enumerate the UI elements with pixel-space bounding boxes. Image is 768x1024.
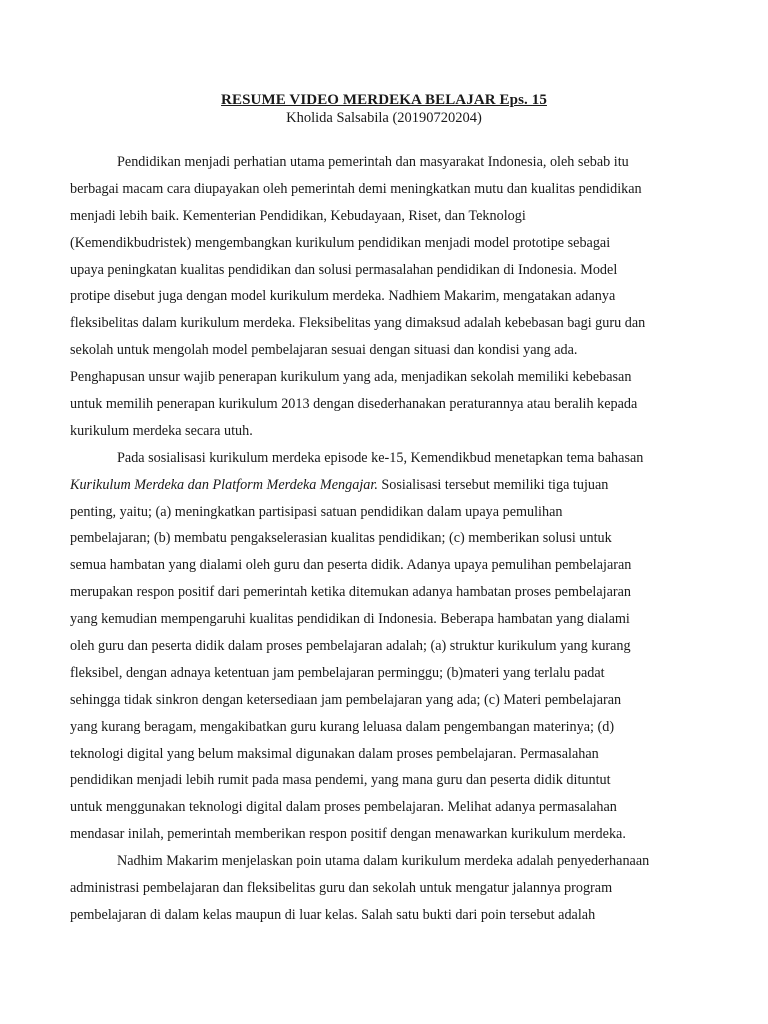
line-text: menjadi lebih baik. Kementerian Pendidikan, Kebudayaan, Riset, dan Teknologi	[70, 207, 526, 224]
line-text: semua hambatan yang dialami oleh guru dan peserta didik. Adanya upaya pemulihan pembelajaran	[70, 557, 632, 574]
line-text: fleksibelitas dalam kurikulum merdeka. Fleksibelitas yang dimaksud adalah kebebasan bagi guru dan	[70, 315, 646, 332]
line-text: protipe disebut juga dengan model kurikulum merdeka. Nadhiem Makarim, mengatakan adanya	[70, 288, 616, 305]
line-text: Pada sosialisasi kurikulum merdeka episode ke-15, Kemendikbud menetapkan tema bahasan	[117, 449, 644, 466]
line-text: fleksibel, dengan adnaya ketentuan jam pembelajaran perminggu; (b)materi yang terlalu padat	[70, 664, 605, 681]
line-text: untuk menggunakan teknologi digital dalam proses pembelajaran. Melihat adanya permasalahan	[70, 799, 617, 816]
line-text: sekolah untuk mengolah model pembelajaran sesuai dengan situasi dan kondisi yang ada.	[70, 342, 578, 359]
text-line	[70, 176, 700, 203]
text-line	[70, 149, 700, 176]
document-author: Kholida Salsabila (20190720204)	[286, 110, 482, 126]
text-line	[70, 741, 700, 768]
line-text: sehingga tidak sinkron dengan ketersediaan jam pembelajaran yang ada; (c) Materi pembelajaran	[70, 691, 622, 708]
line-text: pembelajaran; (b) membatu pengakselerasian kualitas pendidikan; (c) memberikan solusi untuk	[70, 530, 612, 547]
line-text: (Kemendikbudristek) mengembangkan kurikulum pendidikan menjadi model prototipe sebagai	[70, 234, 611, 251]
line-text: yang kemudian mempengaruhi kualitas pendidikan di Indonesia. Beberapa hambatan yang dialami	[70, 611, 630, 628]
line-text: kurikulum merdeka secara utuh.	[70, 422, 253, 439]
line-text: penting, yaitu; (a) meningkatkan partisipasi satuan pendidikan dalam upaya pemulihan	[70, 503, 563, 520]
document-title: RESUME VIDEO MERDEKA BELAJAR Eps. 15	[221, 92, 547, 108]
text-line	[70, 579, 700, 606]
line-text: pembelajaran di dalam kelas maupun di luar kelas. Salah satu bukti dari poin tersebut adalah	[70, 906, 596, 923]
text-line	[70, 660, 700, 687]
text-line	[70, 767, 700, 794]
text-line	[70, 203, 700, 230]
text-line	[70, 445, 700, 472]
text-line	[70, 821, 700, 848]
text-line	[70, 714, 700, 741]
text-line	[70, 848, 700, 875]
line-text: yang kurang beragam, mengakibatkan guru kurang leluasa dalam pengembangan materinya; (d)	[70, 718, 615, 735]
text-line	[70, 552, 700, 579]
text-line	[70, 230, 700, 257]
text-line	[70, 606, 700, 633]
line-text: merupakan respon positif dari pemerintah ketika ditemukan adanya hambatan proses pembelajaran	[70, 584, 631, 601]
line-text: berbagai macam cara diupayakan oleh pemerintah demi meningkatkan mutu dan kualitas pendidikan	[70, 180, 642, 197]
text-line	[70, 875, 700, 902]
line-text: upaya peningkatan kualitas pendidikan dan solusi permasalahan pendidikan di Indonesia. Model	[70, 261, 618, 278]
line-text: Pendidikan menjadi perhatian utama pemerintah dan masyarakat Indonesia, oleh sebab itu	[117, 154, 629, 170]
text-line	[70, 687, 700, 714]
line-text: oleh guru dan peserta didik dalam proses pembelajaran adalah; (a) struktur kurikulum yang kurang	[70, 638, 631, 655]
line-text: Sosialisasi tersebut memiliki tiga tujuan	[377, 476, 609, 493]
document-body	[70, 149, 700, 929]
text-line	[70, 337, 700, 364]
text-line	[70, 794, 700, 821]
line-text: Penghapusan unsur wajib penerapan kurikulum yang ada, menjadikan sekolah memiliki kebebasan	[70, 369, 632, 386]
text-line	[70, 257, 700, 284]
text-line	[70, 364, 700, 391]
text-line	[70, 418, 700, 445]
text-line	[70, 391, 700, 418]
text-line	[70, 310, 700, 337]
text-line	[70, 472, 700, 499]
line-text: untuk memilih penerapan kurikulum 2013 dengan disederhanakan peraturannya atau beralih kepada	[70, 396, 638, 413]
text-line	[70, 283, 700, 310]
text-line	[70, 499, 700, 526]
line-text: Nadhim Makarim menjelaskan poin utama dalam kurikulum merdeka adalah penyederhanaan	[117, 853, 650, 870]
text-line	[70, 633, 700, 660]
line-text: teknologi digital yang belum maksimal digunakan dalam proses pembelajaran. Permasalahan	[70, 745, 599, 762]
italic-phrase: Kurikulum Merdeka dan Platform Merdeka Mengajar.	[70, 476, 378, 493]
text-line	[70, 902, 700, 929]
line-text: administrasi pembelajaran dan fleksibelitas guru dan sekolah untuk mengatur jalannya program	[70, 880, 613, 897]
line-text: mendasar inilah, pemerintah memberikan respon positif dengan menawarkan kurikulum merdeka.	[70, 826, 626, 843]
text-line	[70, 525, 700, 552]
line-text: pendidikan menjadi lebih rumit pada masa pendemi, yang mana guru dan peserta didik dituntut	[70, 772, 611, 789]
